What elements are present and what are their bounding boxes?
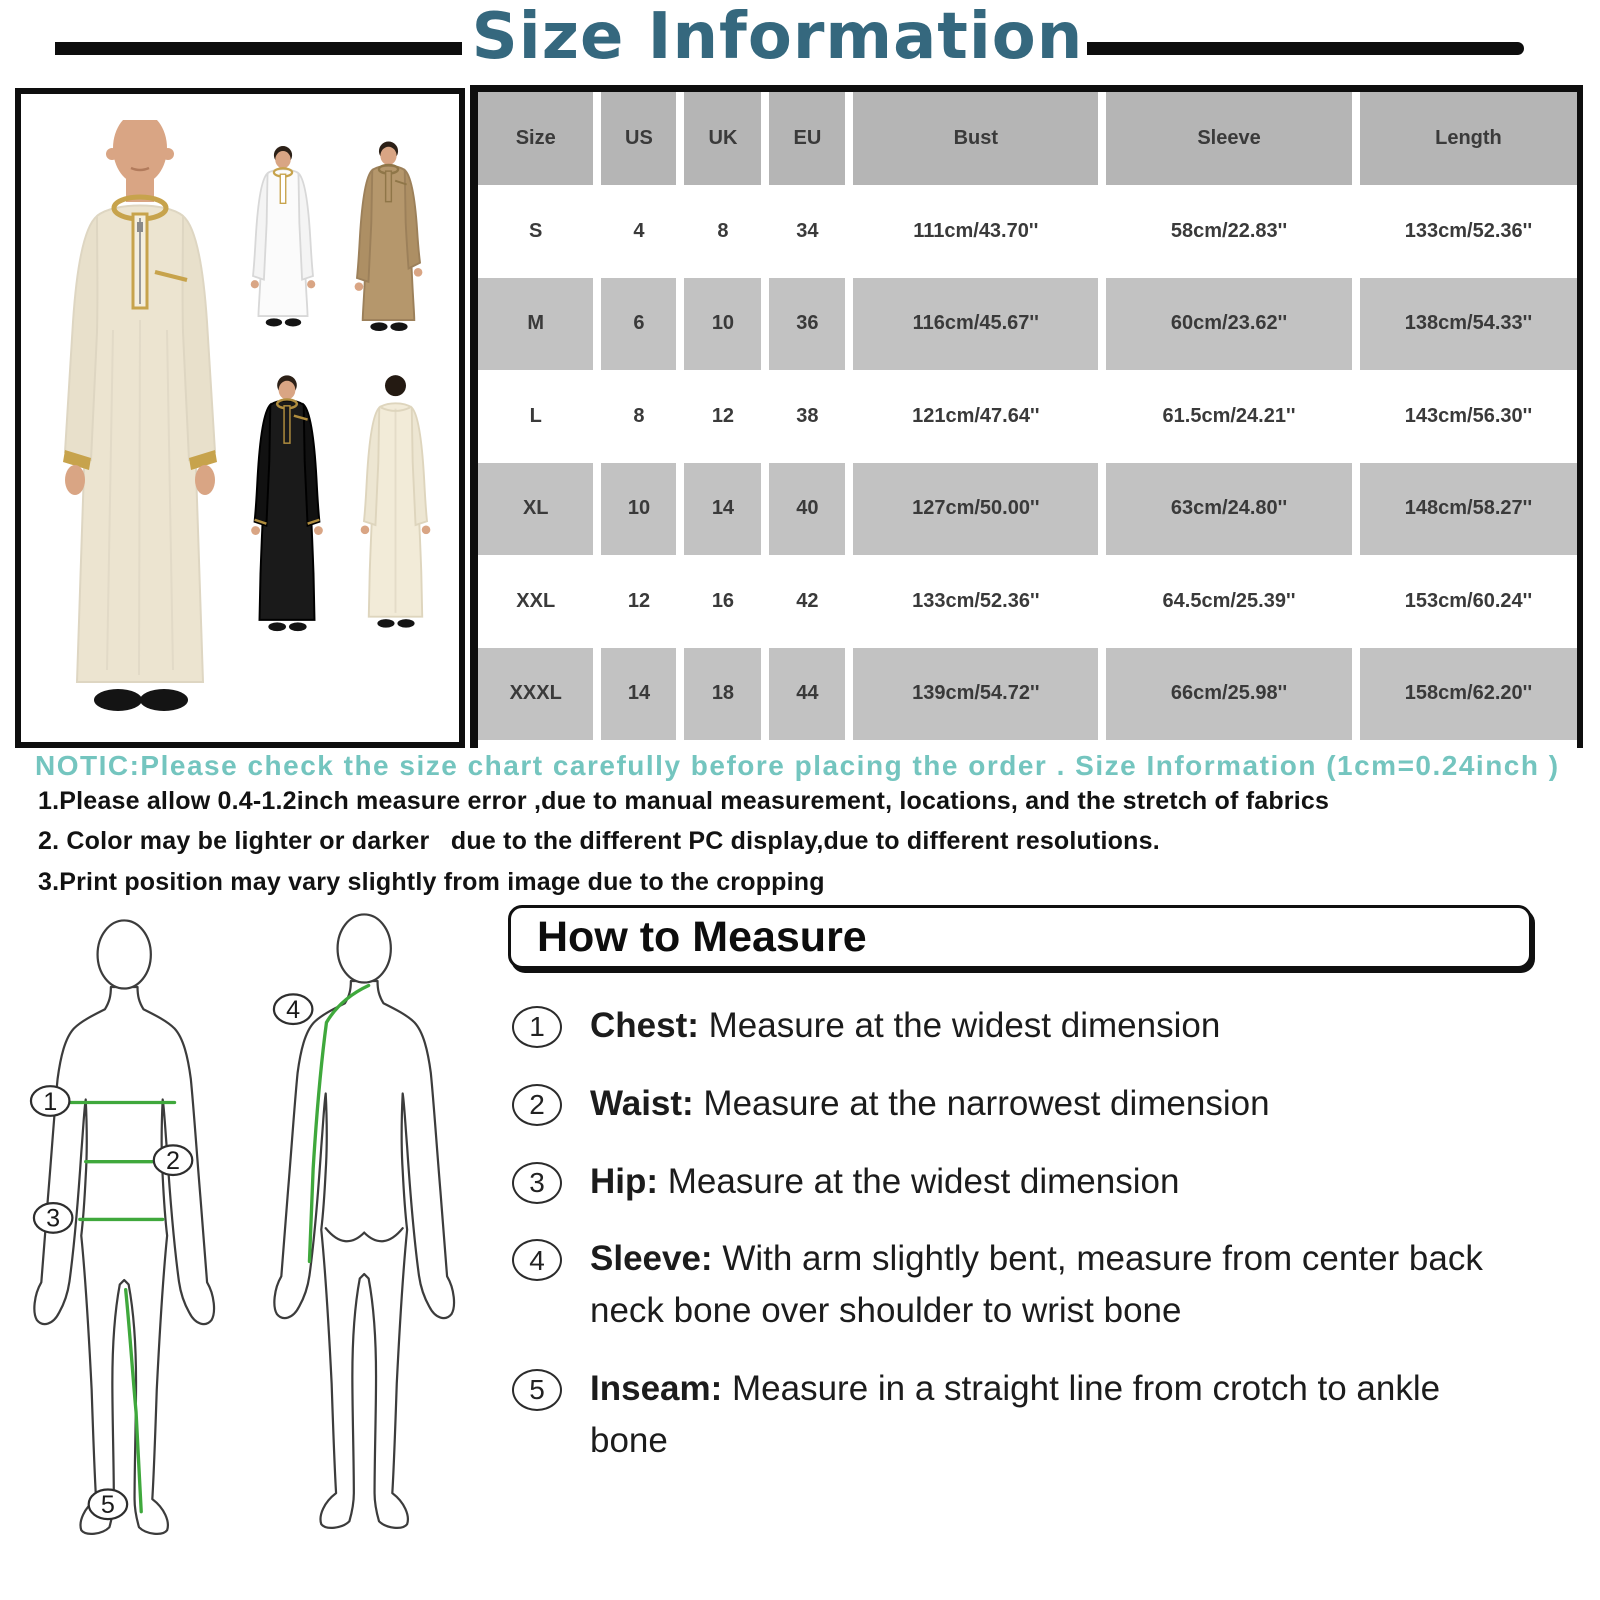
circled-number-5: 5 <box>512 1369 562 1411</box>
page-title: Size Information <box>471 0 1084 74</box>
measure-item-inseam <box>512 1363 1582 1467</box>
table-cell: XL <box>478 463 593 556</box>
measure-text: Inseam: Measure in a straight line from crotch to ankle bone <box>590 1368 1441 1460</box>
col-header-size: Size <box>478 92 593 185</box>
table-cell: 42 <box>769 555 845 648</box>
product-photo-collage <box>15 88 465 748</box>
table-cell: 40 <box>769 463 845 556</box>
table-cell: 38 <box>769 370 845 463</box>
col-header-uk: UK <box>684 92 761 185</box>
measure-text: Chest: Measure at the widest dimension <box>590 1006 1221 1045</box>
table-cell: 12 <box>601 555 676 648</box>
table-cell: 138cm/54.33'' <box>1360 278 1577 371</box>
table-cell: 158cm/62.20'' <box>1360 648 1577 741</box>
table-cell: 44 <box>769 648 845 741</box>
diagram-number-4: 4 <box>286 995 301 1024</box>
table-cell: 16 <box>684 555 761 648</box>
col-header-length: Length <box>1360 92 1577 185</box>
notice-banner: NOTIC:Please check the size chart carefully before placing the order . Size Information (1cm=0.24inch ) <box>35 750 1560 781</box>
diagram-number-2: 2 <box>166 1147 181 1176</box>
table-cell: 4 <box>601 185 676 278</box>
table-cell: XXXL <box>478 648 593 741</box>
measure-instruction-list <box>512 1000 1582 1493</box>
title-rule-right <box>1087 42 1524 55</box>
product-thumb-khaki <box>336 134 441 339</box>
col-header-eu: EU <box>769 92 845 185</box>
table-cell: 34 <box>769 185 845 278</box>
col-header-sleeve: Sleeve <box>1106 92 1352 185</box>
table-cell: 148cm/58.27'' <box>1360 463 1577 556</box>
product-photo-main <box>23 120 253 734</box>
circled-number-4: 4 <box>512 1239 562 1281</box>
table-cell: 36 <box>769 278 845 371</box>
table-cell: 63cm/24.80'' <box>1106 463 1352 556</box>
diagram-number-5: 5 <box>100 1491 115 1520</box>
diagram-number-1: 1 <box>43 1087 58 1116</box>
measure-text: Hip: Measure at the widest dimension <box>590 1161 1180 1201</box>
diagram-number-3: 3 <box>46 1204 61 1233</box>
product-thumb-ivory-back <box>343 366 448 644</box>
table-cell: S <box>478 185 593 278</box>
measure-item-sleeve <box>512 1233 1582 1337</box>
table-cell: 139cm/54.72'' <box>853 648 1098 741</box>
table-cell: 60cm/23.62'' <box>1106 278 1352 371</box>
body-measurement-diagram <box>0 898 505 1578</box>
circled-number-1: 1 <box>512 1006 562 1048</box>
table-cell: 14 <box>684 463 761 556</box>
circled-number-3: 3 <box>512 1162 562 1204</box>
table-cell: 66cm/25.98'' <box>1106 648 1352 741</box>
size-table <box>470 85 1583 748</box>
table-cell: 153cm/60.24'' <box>1360 555 1577 648</box>
table-cell: 127cm/50.00'' <box>853 463 1098 556</box>
table-cell: 143cm/56.30'' <box>1360 370 1577 463</box>
table-cell: 133cm/52.36'' <box>1360 185 1577 278</box>
table-cell: 10 <box>601 463 676 556</box>
table-cell: 6 <box>601 278 676 371</box>
measure-item-waist <box>512 1078 1582 1130</box>
measure-item-hip <box>512 1156 1582 1208</box>
back-body-figure <box>274 914 454 1527</box>
measure-item-chest <box>512 1000 1582 1052</box>
table-cell: 58cm/22.83'' <box>1106 185 1352 278</box>
table-cell: L <box>478 370 593 463</box>
col-header-bust: Bust <box>853 92 1098 185</box>
table-cell: XXL <box>478 555 593 648</box>
notice-item-1: 1.Please allow 0.4-1.2inch measure error ,due to manual measurement, locations, and the stretch of fabrics <box>38 787 1330 815</box>
front-body-figure <box>31 920 214 1533</box>
table-cell: 111cm/43.70'' <box>853 185 1098 278</box>
table-cell: 10 <box>684 278 761 371</box>
table-cell: 8 <box>601 370 676 463</box>
measure-text: Waist: Measure at the narrowest dimension <box>590 1083 1270 1123</box>
table-cell: M <box>478 278 593 371</box>
notice-item-2: 2. Color may be lighter or darker due to the different PC display,due to different resolutions. <box>38 827 1160 855</box>
notice-item-3: 3.Print position may vary slightly from image due to the cropping <box>38 868 825 896</box>
table-cell: 121cm/47.64'' <box>853 370 1098 463</box>
table-cell: 133cm/52.36'' <box>853 555 1098 648</box>
table-cell: 14 <box>601 648 676 741</box>
how-to-measure-heading: How to Measure <box>508 905 1532 969</box>
table-cell: 12 <box>684 370 761 463</box>
title-rule-left <box>55 42 462 55</box>
product-thumb-white <box>233 134 333 339</box>
circled-number-2: 2 <box>512 1084 562 1126</box>
table-cell: 61.5cm/24.21'' <box>1106 370 1352 463</box>
product-thumb-black <box>233 366 341 644</box>
table-cell: 18 <box>684 648 761 741</box>
table-cell: 64.5cm/25.39'' <box>1106 555 1352 648</box>
table-cell: 116cm/45.67'' <box>853 278 1098 371</box>
measure-text: Sleeve: With arm slightly bent, measure from center back neck bone over shoulder to wrist bone <box>590 1239 1483 1331</box>
col-header-us: US <box>601 92 676 185</box>
table-cell: 8 <box>684 185 761 278</box>
